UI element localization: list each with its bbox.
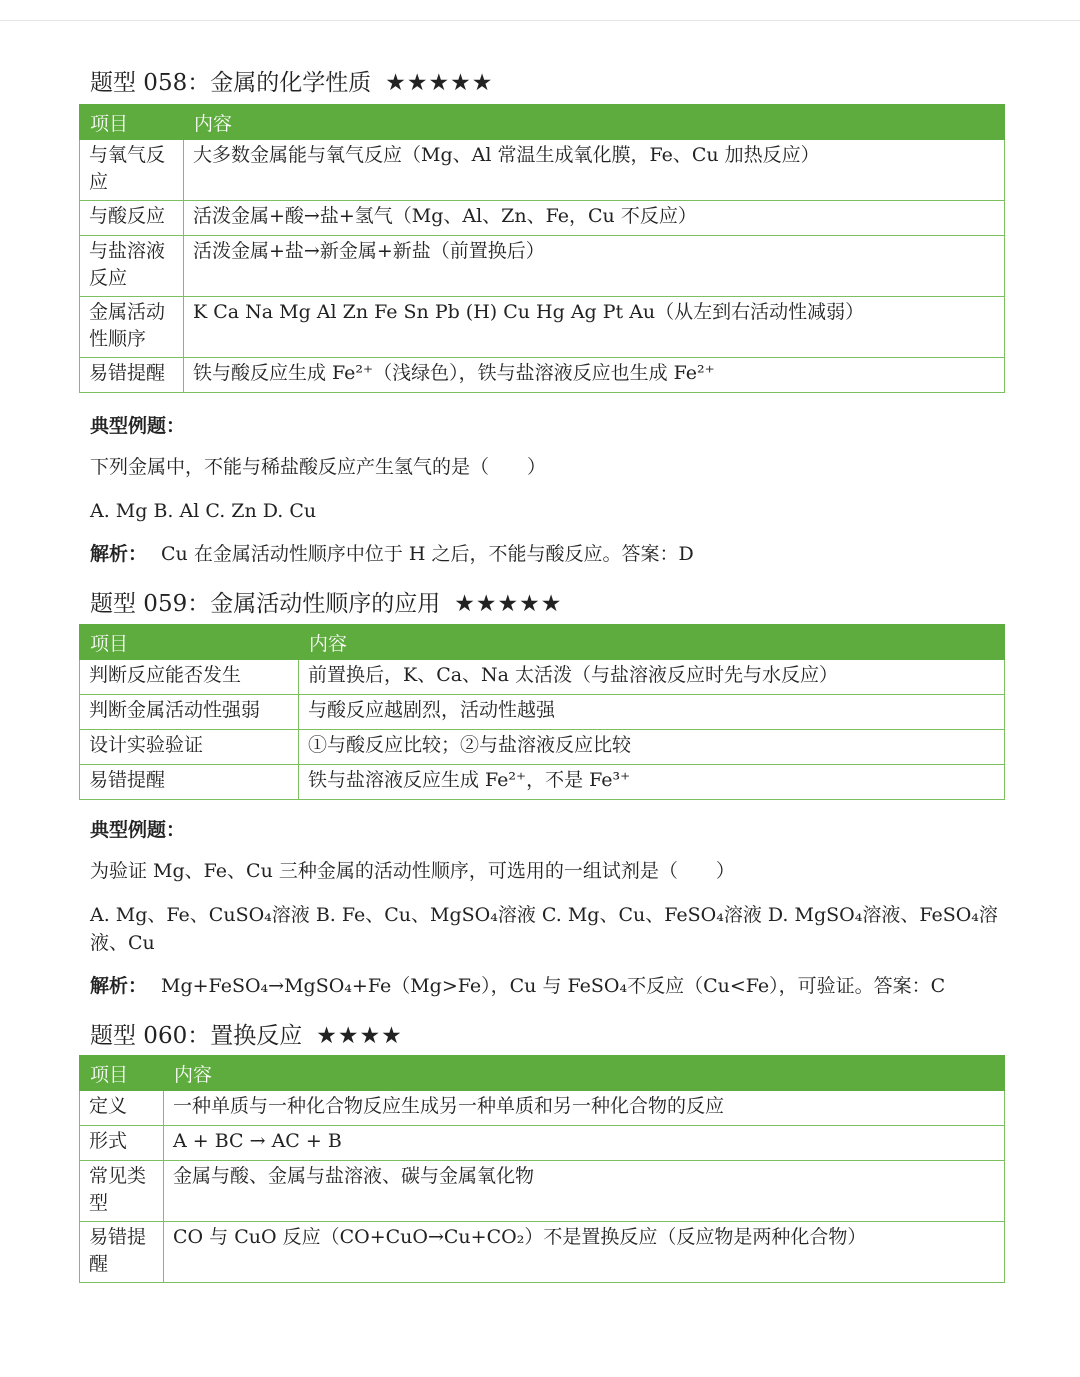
table-cell: 判断金属活动性强弱 <box>80 695 299 730</box>
table-cell: 大多数金属能与氧气反应（Mg、Al 常温生成氧化膜，Fe、Cu 加热反应） <box>184 140 1005 201</box>
table-cell: 与酸反应 <box>80 201 184 236</box>
section-058-table <box>79 104 1005 393</box>
table-header: 项目 <box>80 1056 164 1091</box>
section-058-title <box>90 64 493 97</box>
table-cell: 易错提醒 <box>80 765 299 800</box>
table-cell: 与盐溶液反应 <box>80 236 184 297</box>
table-row <box>80 695 1005 730</box>
table-row <box>80 140 1005 201</box>
analysis <box>90 540 1010 568</box>
analysis-label: 解析： <box>90 975 148 997</box>
section-059-table <box>79 624 1005 800</box>
table-header: 内容 <box>184 105 1005 140</box>
table-row <box>80 730 1005 765</box>
table-row <box>80 236 1005 297</box>
rating-stars: ★★★★★ <box>385 70 494 96</box>
table-cell: A + BC → AC + B <box>164 1126 1005 1161</box>
section-060-table <box>79 1055 1005 1283</box>
example-options: A. Mg B. Al C. Zn D. Cu <box>90 500 317 522</box>
table-cell: 常见类型 <box>80 1161 164 1222</box>
section-060-title <box>90 1017 403 1050</box>
table-row <box>80 1091 1005 1126</box>
text: 题型 058：金属的化学性质 <box>90 70 372 96</box>
table-cell: ①与酸反应比较；②与盐溶液反应比较 <box>299 730 1005 765</box>
example-label: 典型例题： <box>90 819 186 841</box>
rating-stars: ★★★★ <box>316 1023 403 1049</box>
top-divider <box>0 20 1080 21</box>
table-header: 内容 <box>164 1056 1005 1091</box>
example-question: 下列金属中，不能与稀盐酸反应产生氢气的是（ ） <box>90 456 547 478</box>
text: Mg+FeSO₄→MgSO₄+Fe（Mg>Fe），Cu 与 FeSO₄不反应（Cu<Fe），可验证。答案：C <box>161 975 946 997</box>
table-row <box>80 1126 1005 1161</box>
table-row <box>80 660 1005 695</box>
table-cell: 与酸反应越剧烈，活动性越强 <box>299 695 1005 730</box>
table-cell: 活泼金属+盐→新金属+新盐（前置换后） <box>184 236 1005 297</box>
rating-stars: ★★★★★ <box>454 591 563 617</box>
text: 题型 059：金属活动性顺序的应用 <box>90 591 441 617</box>
analysis-label: 解析： <box>90 543 148 565</box>
table-cell: 设计实验验证 <box>80 730 299 765</box>
table-row <box>80 358 1005 393</box>
text: 题型 060：置换反应 <box>90 1023 303 1049</box>
table-cell: 铁与盐溶液反应生成 Fe²⁺，不是 Fe³⁺ <box>299 765 1005 800</box>
table-cell: 定义 <box>80 1091 164 1126</box>
table-row <box>80 1056 1005 1091</box>
analysis <box>90 972 1010 1000</box>
table-row <box>80 105 1005 140</box>
section-059-title <box>90 585 562 618</box>
table-row <box>80 201 1005 236</box>
table-row <box>80 1161 1005 1222</box>
table-header: 内容 <box>299 625 1005 660</box>
table-cell: 铁与酸反应生成 Fe²⁺（浅绿色），铁与盐溶液反应也生成 Fe²⁺ <box>184 358 1005 393</box>
table-cell: 易错提醒 <box>80 1222 164 1283</box>
text: Cu 在金属活动性顺序中位于 H 之后，不能与酸反应。答案：D <box>161 543 694 565</box>
table-cell: 与氧气反应 <box>80 140 184 201</box>
table-header: 项目 <box>80 105 184 140</box>
example-label: 典型例题： <box>90 415 186 437</box>
table-cell: K Ca Na Mg Al Zn Fe Sn Pb (H) Cu Hg Ag Pt Au（从左到右活动性减弱） <box>184 297 1005 358</box>
table-row <box>80 297 1005 358</box>
table-cell: 判断反应能否发生 <box>80 660 299 695</box>
example-question: 为验证 Mg、Fe、Cu 三种金属的活动性顺序，可选用的一组试剂是（ ） <box>90 860 735 882</box>
table-cell: 金属活动性顺序 <box>80 297 184 358</box>
table-cell: 一种单质与一种化合物反应生成另一种单质和另一种化合物的反应 <box>164 1091 1005 1126</box>
table-row <box>80 765 1005 800</box>
table-cell: 前置换后，K、Ca、Na 太活泼（与盐溶液反应时先与水反应） <box>299 660 1005 695</box>
table-cell: 活泼金属+酸→盐+氢气（Mg、Al、Zn、Fe，Cu 不反应） <box>184 201 1005 236</box>
table-cell: CO 与 CuO 反应（CO+CuO→Cu+CO₂）不是置换反应（反应物是两种化合物） <box>164 1222 1005 1283</box>
table-row <box>80 625 1005 660</box>
table-header: 项目 <box>80 625 299 660</box>
table-cell: 易错提醒 <box>80 358 184 393</box>
table-cell: 金属与酸、金属与盐溶液、碳与金属氧化物 <box>164 1161 1005 1222</box>
table-row <box>80 1222 1005 1283</box>
table-cell: 形式 <box>80 1126 164 1161</box>
example-options: A. Mg、Fe、CuSO₄溶液 B. Fe、Cu、MgSO₄溶液 C. Mg、Cu、FeSO₄溶液 D. MgSO₄溶液、FeSO₄溶液、Cu <box>90 904 998 954</box>
